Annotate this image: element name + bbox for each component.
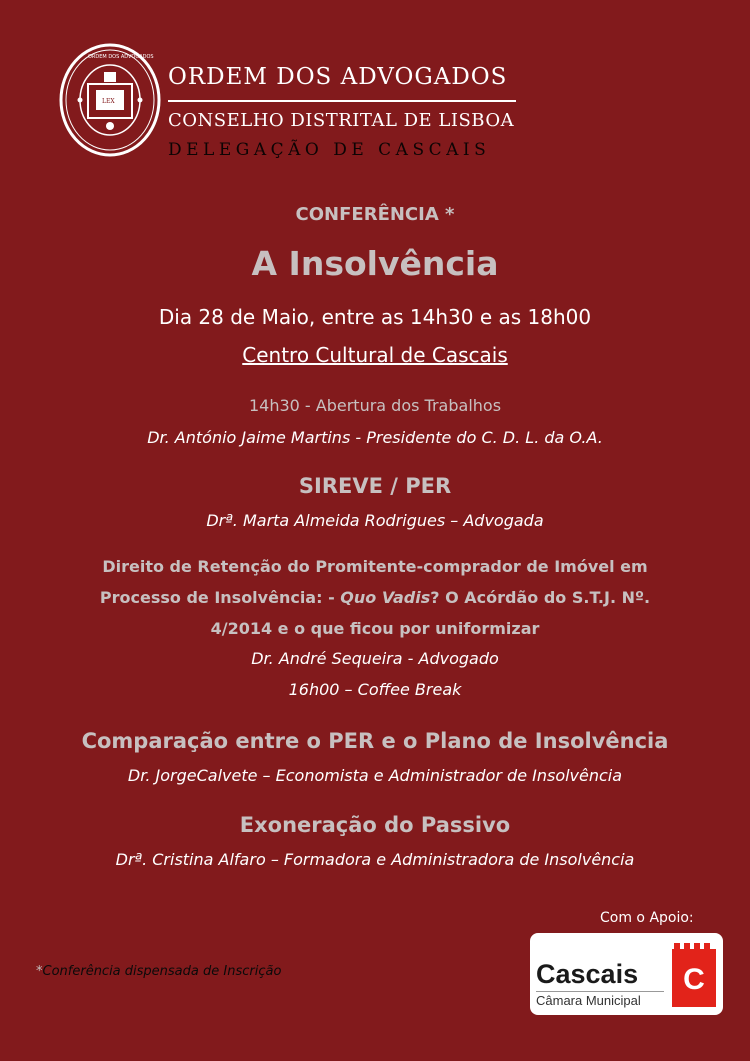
support-label: Com o Apoio:: [600, 910, 694, 926]
topic-sireve: SIREVE / PER: [298, 474, 452, 498]
event-venue-text: Centro Cultural de Cascais: [242, 343, 508, 367]
event-venue: [0, 343, 750, 367]
svg-text:LEX: LEX: [102, 98, 115, 105]
coffee-break: 16h00 – Coffee Break: [288, 680, 462, 699]
sponsor-divider: [536, 991, 664, 992]
speaker-andre: Dr. André Sequeira - Advogado: [251, 649, 499, 668]
speaker-jorge: Dr. JorgeCalvete – Economista e Administrador de Insolvência: [127, 766, 623, 785]
delegation-name: DELEGAÇÃO DE CASCAIS: [168, 140, 491, 160]
topic-retention-line2: [0, 588, 750, 607]
topic-retention-line3: 4/2014 e o que ficou por uniformizar: [210, 619, 540, 638]
svg-text:C: C: [683, 963, 705, 996]
topic-retention-line1: Direito de Retenção do Promitente-comprador de Imóvel em: [102, 557, 648, 576]
registration-note-text: Conferência dispensada de Inscrição: [42, 964, 282, 979]
topic-retention-line2-post: ? O Acórdão do S.T.J. Nº.: [430, 588, 651, 607]
org-name: ORDEM DOS ADVOGADOS: [168, 64, 508, 90]
opening-speaker: Dr. António Jaime Martins - Presidente do C. D. L. da O.A.: [147, 428, 603, 447]
topic-retention-line2-pre: Processo de Insolvência: -: [99, 588, 341, 607]
header-divider: [168, 100, 516, 102]
event-type: CONFERÊNCIA *: [295, 204, 455, 225]
topic-retention-quo-vadis: Quo Vadis: [340, 588, 431, 607]
opening-time: 14h30 - Abertura dos Trabalhos: [248, 396, 502, 415]
sponsor-name: Cascais: [536, 959, 639, 989]
registration-asterisk: *: [36, 964, 43, 979]
speaker-cristina: Drª. Cristina Alfaro – Formadora e Administradora de Insolvência: [115, 850, 635, 869]
sponsor-subtitle: Câmara Municipal: [536, 993, 641, 1008]
ordem-advogados-seal-logo: [58, 42, 162, 158]
topic-exoneration: Exoneração do Passivo: [239, 813, 511, 837]
cascais-municipality-logo: [530, 933, 723, 1015]
event-date-time: Dia 28 de Maio, entre as 14h30 e as 18h00: [158, 305, 592, 329]
speaker-marta: Drª. Marta Almeida Rodrigues – Advogada: [206, 511, 544, 530]
svg-text:ORDEM DOS ADVOGADOS: ORDEM DOS ADVOGADOS: [88, 54, 154, 60]
cascais-c-icon: [670, 941, 718, 1009]
registration-note: [36, 964, 281, 979]
council-name: CONSELHO DISTRITAL DE LISBOA: [168, 110, 515, 131]
topic-comparison: Comparação entre o PER e o Plano de Insolvência: [81, 729, 669, 753]
event-title: A Insolvência: [251, 244, 499, 283]
